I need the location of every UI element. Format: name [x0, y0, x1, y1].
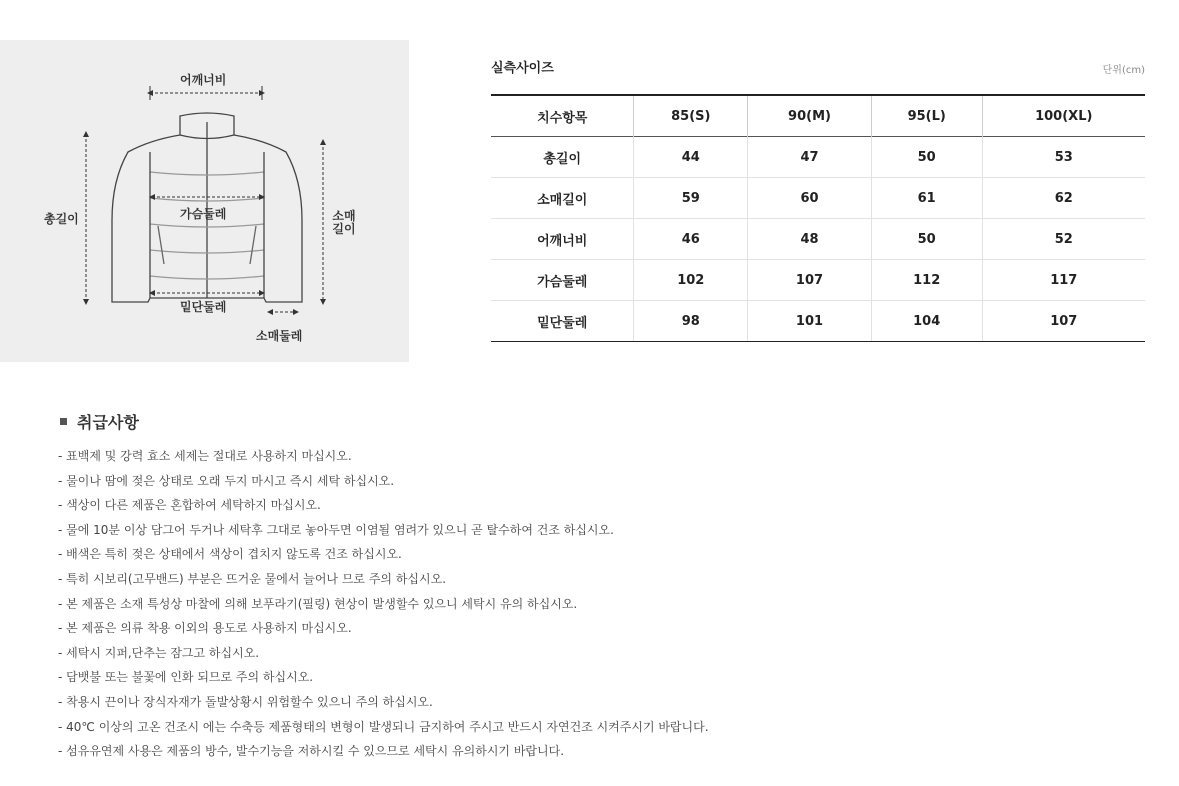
table-cell: 112 — [871, 260, 982, 301]
table-cell: 59 — [634, 178, 748, 219]
column-header: 90(M) — [748, 95, 872, 137]
care-item: - 섬유유연제 사용은 제품의 방수, 발수기능을 저하시킬 수 있으므로 세탁시 유의하시기 바랍니다. — [58, 744, 565, 759]
table-row — [491, 301, 1145, 342]
care-item: - 특히 시보리(고무밴드) 부분은 뜨거운 물에서 늘어나 므로 주의 하십시오. — [58, 571, 447, 586]
table-cell: 47 — [748, 137, 872, 178]
care-item: - 색상이 다른 제품은 혼합하여 세탁하지 마십시오. — [58, 498, 321, 513]
table-cell: 104 — [871, 301, 982, 342]
table-cell: 107 — [982, 301, 1145, 342]
care-item: - 배색은 특히 젖은 상태에서 색상이 겹치지 않도록 건조 하십시오. — [58, 547, 402, 562]
hem-label: 밑단둘레 — [180, 300, 227, 314]
table-cell: 53 — [982, 137, 1145, 178]
cuff-label: 소매둘레 — [256, 329, 303, 343]
care-item: - 표백제 및 강력 효소 세제는 절대로 사용하지 마십시오. — [58, 449, 352, 463]
care-item: - 본 제품은 의류 착용 이외의 용도로 사용하지 마십시오. — [58, 621, 352, 636]
row-label: 소매길이 — [491, 178, 634, 219]
care-list — [58, 444, 709, 764]
table-row — [491, 260, 1145, 301]
table-row — [491, 178, 1145, 219]
chest-label: 가슴둘레 — [180, 207, 227, 221]
size-diagram — [0, 40, 409, 362]
care-item: - 물에 10분 이상 담그어 두거나 세탁후 그대로 놓아두면 이염될 염려가 있으니 곧 탈수하여 건조 하십시오. — [58, 522, 614, 537]
size-table-title: 실측사이즈 — [491, 61, 554, 76]
care-item: - 담뱃불 또는 불꽃에 인화 되므로 주의 하십시오. — [58, 670, 314, 685]
sleeve-length-label: 소매 길이 — [332, 209, 356, 236]
column-header: 85(S) — [634, 95, 748, 137]
care-item: - 세탁시 지퍼,단추는 잠그고 하십시오. — [58, 645, 260, 660]
care-item: - 본 제품은 소재 특성상 마찰에 의해 보푸라기(필링) 현상이 발생할수 있으니 세탁시 유의 하십시오. — [58, 596, 578, 611]
care-item: - 착용시 끈이나 장식자재가 돌발상황시 위험할수 있으니 주의 하십시오. — [58, 694, 433, 709]
column-header: 95(L) — [871, 95, 982, 137]
table-cell: 48 — [748, 219, 872, 260]
table-header-row — [491, 95, 1145, 137]
table-cell: 61 — [871, 178, 982, 219]
table-cell: 52 — [982, 219, 1145, 260]
bullet-square-icon — [60, 418, 67, 425]
table-cell: 117 — [982, 260, 1145, 301]
table-cell: 102 — [634, 260, 748, 301]
table-cell: 46 — [634, 219, 748, 260]
care-item: - 40℃ 이상의 고온 건조시 에는 수축등 제품형태의 변형이 발생되니 금지하여 주시고 반드시 자연건조 시켜주시기 바랍니다. — [58, 719, 709, 734]
table-cell: 101 — [748, 301, 872, 342]
row-label: 가슴둘레 — [491, 260, 634, 301]
row-label: 어깨너비 — [491, 219, 634, 260]
table-cell: 50 — [871, 219, 982, 260]
column-header: 100(XL) — [982, 95, 1145, 137]
table-cell: 50 — [871, 137, 982, 178]
row-label: 밑단둘레 — [491, 301, 634, 342]
table-cell: 60 — [748, 178, 872, 219]
unit-label: 단위(cm) — [1102, 65, 1145, 76]
size-table — [491, 94, 1145, 342]
table-row — [491, 219, 1145, 260]
row-label: 총길이 — [491, 137, 634, 178]
care-section-title — [60, 410, 139, 433]
care-title-text: 취급사항 — [77, 413, 139, 432]
table-cell: 98 — [634, 301, 748, 342]
shoulder-label: 어깨너비 — [180, 73, 227, 87]
table-cell: 107 — [748, 260, 872, 301]
care-item: - 물이나 땀에 젖은 상태로 오래 두지 마시고 즉시 세탁 하십시오. — [58, 473, 395, 488]
table-cell: 44 — [634, 137, 748, 178]
table-cell: 62 — [982, 178, 1145, 219]
table-row — [491, 137, 1145, 178]
column-header: 치수항목 — [537, 110, 588, 126]
length-label: 총길이 — [44, 212, 79, 226]
